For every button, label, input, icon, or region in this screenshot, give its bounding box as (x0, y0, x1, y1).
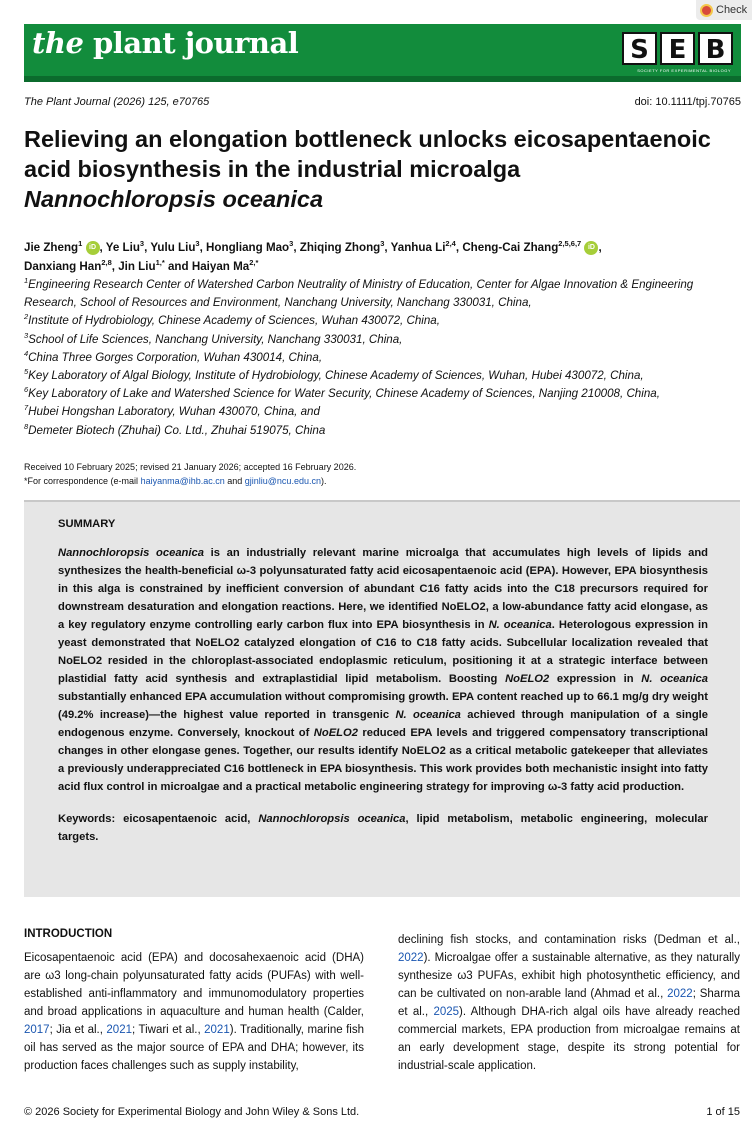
citation-line (24, 96, 741, 108)
affiliation: $^5$Key Laboratory of Algal Biology, Institute of Hydrobiology, Chinese Academy of Sciences, Wuhan, Hubei 430072, China, (24, 367, 644, 383)
orcid-icon[interactable]: iD (584, 241, 598, 255)
author[interactable]: Zhiqing Zhong (299, 241, 381, 254)
affiliation: $^7$Hubei Hongshan Laboratory, Wuhan 430070, China, and (24, 403, 320, 419)
journal-logo[interactable]: the plant journal (32, 26, 299, 60)
affiliation: $^8$Demeter Biotech (Zhuhai) Co. Ltd., Zhuhai 519075, China (24, 421, 326, 437)
seb-letter-e: E (660, 32, 695, 65)
citation-link[interactable]: 2022 (667, 988, 693, 1000)
author[interactable]: Danxiang Han (24, 260, 102, 273)
citation-link[interactable]: 2025 (433, 1006, 460, 1018)
affiliation: $^2$Institute of Hydrobiology, Chinese Academy of Sciences, Wuhan 430072, China, (24, 312, 440, 328)
page-footer (24, 1106, 740, 1118)
email-link[interactable]: haiyanma@ihb.ac.cn (140, 476, 225, 486)
seb-logo[interactable] (622, 32, 733, 65)
author[interactable]: Cheng-Cai Zhang (462, 241, 559, 254)
citation-link[interactable]: 2017 (24, 1024, 50, 1036)
affiliation: $^1$Engineering Research Center of Watershed Carbon Neutrality of Ministry of Education, Center for Algae Innovation & Engineering Research, School of Resources and Environment, Nanchang University, Nanchang 330031, China, (24, 276, 694, 310)
introduction-heading: INTRODUCTION (24, 928, 113, 940)
author[interactable]: Ye Liu (105, 241, 140, 254)
seb-letter-s: S (622, 32, 657, 65)
email-link[interactable]: gjinliu@ncu.edu.cn (244, 476, 321, 486)
affiliation-list (24, 276, 736, 440)
seb-letter-b: B (698, 32, 733, 65)
check-updates-badge[interactable] (696, 0, 752, 20)
affiliation: $^3$School of Life Sciences, Nanchang University, Nanchang 330031, China, (24, 330, 403, 346)
received-dates: Received 10 February 2025; revised 21 January 2026; accepted 16 February 2026. (24, 462, 357, 472)
doi[interactable]: doi: 10.1111/tpj.70765 (634, 96, 741, 108)
correspondence: *For correspondence (e-mail haiyanma@ihb.ac.cn and gjinliu@ncu.edu.cn). (24, 476, 327, 486)
journal-banner (24, 24, 741, 82)
affiliation: $^6$Key Laboratory of Lake and Watershed Science for Water Security, Chinese Academy of Sciences, Nanjing 210008, China, (24, 385, 660, 401)
copyright: © 2026 Society for Experimental Biology and John Wiley & Sons Ltd. (24, 1106, 360, 1118)
article-title: Relieving an elongation bottleneck unlocks eicosapentaenoic acid biosynthesis in the industrial microalga Nannochloropsis oceanica (24, 126, 711, 212)
citation-link[interactable]: 2021 (106, 1024, 132, 1036)
citation-link[interactable]: 2021 (204, 1024, 230, 1036)
author-list: Jie Zheng$^1$ iD , Ye Liu$^3$, Yulu Liu$^3$, Hongliang Mao$^3$, Zhiqing Zhong$^3$, Yanhua Li$^{2,4}$, Cheng-Cai Zhang$^{2,5,6,7}$ iD , Danxiang Han$^{2,8}$, Jin Liu$^{1,*}$ and Haiyan $Ma^{2,*}$ (24, 239, 602, 273)
keywords: Keywords: eicosapentaenoic acid, Nannochloropsis oceanica, lipid metabolism, metabolic engineering, molecular targets. (58, 813, 708, 843)
article-history (24, 460, 356, 488)
intro-column-left: Eicosapentaenoic acid (EPA) and docosahexaenoic acid (DHA) are ω3 long-chain polyunsaturated fatty acids (PUFAs) with well-established anti-inflammatory and immunomodulatory properties and broad applications in aquaculture and human health (Calder, 2017; Jia et al., 2021; Tiwari et al., 2021). Traditionally, marine fish oil has served as the major source of EPA and DHA; however, its production faces challenges such as supply instability, (24, 952, 364, 1072)
author[interactable]: Hongliang Mao (206, 241, 290, 254)
orcid-icon[interactable]: iD (86, 241, 100, 255)
author[interactable]: Jie Zheng (24, 241, 79, 254)
author[interactable]: Haiyan Ma (191, 260, 250, 273)
author[interactable]: Yanhua Li (390, 241, 446, 254)
author[interactable]: Yulu Liu (150, 241, 196, 254)
summary-box (24, 500, 740, 897)
seb-caption: SOCIETY FOR EXPERIMENTAL BIOLOGY (637, 68, 731, 73)
affiliation: $^4$China Three Gorges Corporation, Wuhan 430014, China, (24, 348, 323, 364)
page-number: 1 of 15 (706, 1106, 740, 1118)
summary-text: Nannochloropsis oceanica is an industrially relevant marine microalga that accumulates high levels of lipids and synthesizes the health-beneficial ω-3 polyunsaturated fatty acid eicosapentaenoic acid (EPA). However, EPA biosynthesis in this alga is constrained by inefficient conversion of abundant C16 fatty acids into the C18 precursors required for downstream desaturation and elongation reactions. Here, we identified NoELO2, a low-abundance fatty acid elongase, as a key regulatory enzyme controlling early carbon flux into EPA biosynthesis in N. oceanica. Heterologous expression in yeast demonstrated that NoELO2 catalyzed elongation of C16 to C18 fatty acids. Subcellular localization revealed that NoELO2 resided in the chloroplast-associated endoplasmic reticulum, positioning it at a strategic interface between plastidial fatty acid synthesis and extraplastidial lipid metabolism. Boosting NoELO2 expression in N. oceanica substantially enhanced EPA accumulation without compromising growth. EPA content reached up to 66.1 mg/g dry weight (49.2% increase)—the highest value reported in transgenic N. oceanica achieved through manipulation of a single endogenous enzyme. Conversely, knockout of NoELO2 reduced EPA levels and triggered compensatory transcriptional changes in other elongase genes. Together, our results identify NoELO2 as a critical metabolic gatekeeper that alleviates a previously underappreciated C16 bottleneck in EPA biosynthesis. This work provides both mechanistic insight into fatty acid flux control in microalgae and a practical metabolic engineering strategy for improving ω-3 fatty acid production. (58, 547, 708, 793)
author[interactable]: Jin Liu (118, 260, 156, 273)
intro-column-right: declining fish stocks, and contamination risks (Dedman et al., 2022). Microalgae offer a sustainable alternative, as they naturally synthesize ω3 PUFAs, exhibit high photosynthetic efficiency, and can be cultivated on non-arable land (Ahmad et al., 2022; Sharma et al., 2025). Although DHA-rich algal oils have already reached commercial markets, EPA production from microalgae remains at an early development stage, despite its strong potential for industrial-scale application. (398, 934, 740, 1072)
check-icon (700, 4, 713, 17)
summary-heading: SUMMARY (58, 518, 116, 530)
journal-citation: The Plant Journal (2026) 125, e70765 (24, 96, 210, 108)
citation-link[interactable]: 2022 (398, 952, 424, 964)
check-label: Check (716, 4, 748, 16)
